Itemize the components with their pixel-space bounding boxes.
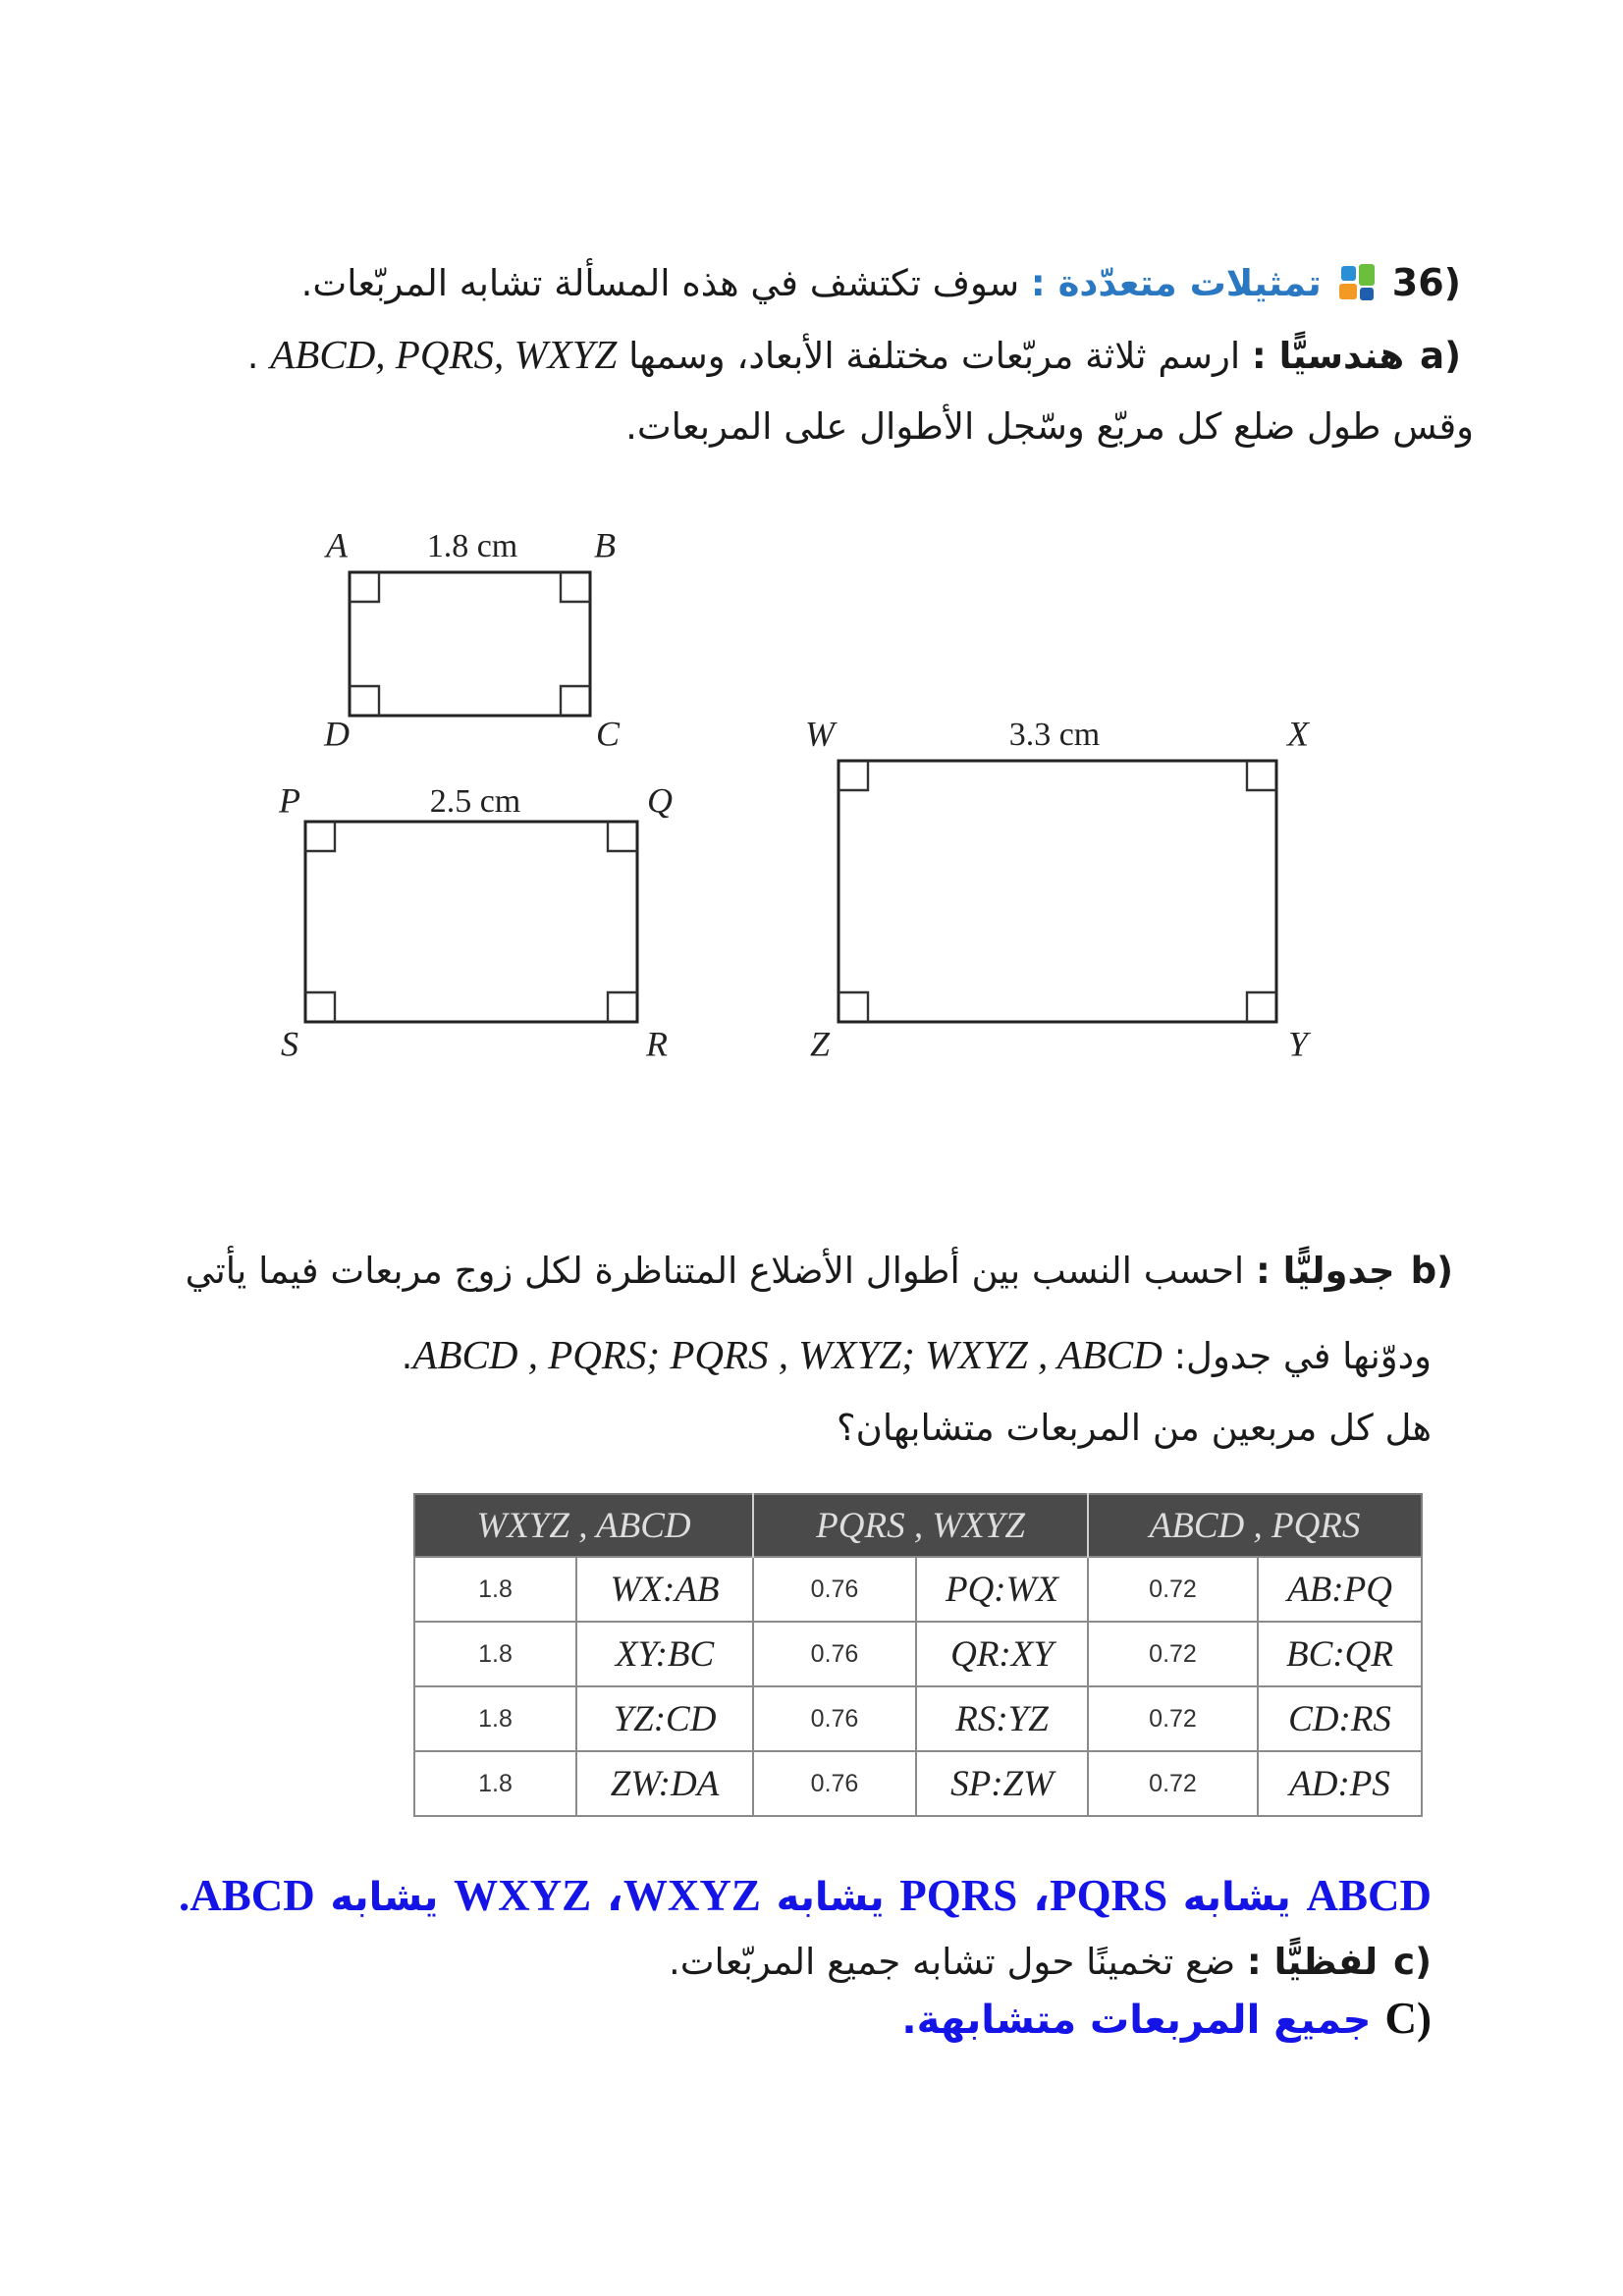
answer-c <box>901 1986 1432 2053</box>
ratio-value: 0.72 <box>1088 1751 1258 1816</box>
ratio-value: 1.8 <box>414 1622 576 1686</box>
side-length-abcd: 1.8 cm <box>426 527 518 564</box>
ratio-label: YZ:CD <box>576 1686 753 1751</box>
right-angle-mark-s <box>305 992 335 1022</box>
part-b-text: احسب النسب بين أطوال الأضلاع المتناظرة لكل زوج مربعات فيما يأتي <box>185 1250 1245 1292</box>
table-row <box>414 1557 1422 1622</box>
ratio-value: 0.76 <box>753 1557 916 1622</box>
ratio-label: AD:PS <box>1258 1751 1422 1816</box>
right-angle-mark-z <box>839 992 868 1022</box>
square-abcd-outline <box>350 572 590 716</box>
right-angle-mark-x <box>1247 761 1276 790</box>
answer-c-label: C) <box>1384 1994 1432 2043</box>
ratio-label: SP:ZW <box>916 1751 1088 1816</box>
part-c-heading: لفظيًّا : <box>1246 1941 1379 1983</box>
answer-b-token: WXYZ <box>454 1871 592 1920</box>
right-angle-mark-d <box>350 686 379 716</box>
vertex-y: Y <box>1287 1024 1309 1064</box>
ratio-label: CD:RS <box>1258 1686 1422 1751</box>
right-angle-mark-p <box>305 822 335 851</box>
table-row <box>414 1751 1422 1816</box>
part-a-text-2: وقس طول ضلع كل مربّع وسّجل الأطوال على المربعات. <box>625 405 1474 448</box>
part-c-label: c) <box>1393 1941 1432 1983</box>
ratio-value: 0.76 <box>753 1622 916 1686</box>
problem-number: 36) <box>1391 261 1461 304</box>
ratio-label: QR:XY <box>916 1622 1088 1686</box>
ratio-value: 1.8 <box>414 1686 576 1751</box>
square-wxyz-outline <box>839 761 1276 1022</box>
right-angle-mark-c <box>561 686 590 716</box>
ratio-label: PQ:WX <box>916 1557 1088 1622</box>
part-b-line2-end: . <box>401 1335 413 1377</box>
table-row <box>414 1622 1422 1686</box>
ratio-value: 0.76 <box>753 1686 916 1751</box>
vertex-z: Z <box>809 1024 831 1064</box>
square-wxyz <box>805 714 1312 1063</box>
part-b-question: هل كل مربعين من المربعات متشابهان؟ <box>837 1407 1432 1449</box>
table-header-wxyz-abcd: WXYZ , ABCD <box>414 1494 753 1557</box>
answer-b-token: يشابه <box>776 1875 885 1920</box>
vertex-r: R <box>646 1024 668 1064</box>
answer-b-token: WXYZ، <box>606 1871 761 1920</box>
table-header-pqrs-wxyz: PQRS , WXYZ <box>753 1494 1088 1557</box>
part-b-line-2 <box>402 1325 1432 1386</box>
part-c-line <box>669 1933 1432 1992</box>
square-pairs: ABCD , PQRS; PQRS , WXYZ; WXYZ , ABCD <box>412 1332 1163 1377</box>
right-angle-mark-q <box>608 822 637 851</box>
square-abcd <box>323 525 621 753</box>
part-b-question-line <box>837 1399 1432 1458</box>
ratio-value: 0.72 <box>1088 1622 1258 1686</box>
right-angle-mark-y <box>1247 992 1276 1022</box>
answer-b-token: ABCD <box>1306 1871 1432 1920</box>
problem-header <box>301 253 1461 313</box>
vertex-c: C <box>595 714 621 754</box>
square-pqrs-outline <box>305 822 637 1022</box>
ratio-table <box>413 1493 1423 1817</box>
ratio-label: RS:YZ <box>916 1686 1088 1751</box>
multiple-representations-icon <box>1339 264 1377 301</box>
side-length-wxyz: 3.3 cm <box>1008 716 1101 753</box>
ratio-label: BC:QR <box>1258 1622 1422 1686</box>
ratio-value: 0.72 <box>1088 1557 1258 1622</box>
ratio-label: XY:BC <box>576 1622 753 1686</box>
vertex-s: S <box>281 1024 298 1064</box>
part-b-heading: جدوليًّا : <box>1255 1250 1395 1292</box>
vertex-x: X <box>1287 714 1309 754</box>
answer-b-token: يشابه <box>330 1875 439 1920</box>
vertex-b: B <box>594 525 616 565</box>
part-c-text: ضع تخمينًا حول تشابه جميع المربّعات. <box>668 1941 1236 1983</box>
table-row <box>414 1686 1422 1751</box>
answer-c-text: جميع المربعات متشابهة. <box>901 1998 1372 2043</box>
table-header-row <box>414 1494 1422 1557</box>
answer-b-token: PQRS <box>899 1871 1018 1920</box>
right-angle-mark-b <box>561 572 590 602</box>
part-b-line2-text: ودوّنها في جدول: <box>1173 1335 1432 1377</box>
answer-b-token: PQRS، <box>1032 1871 1168 1920</box>
ratio-value: 0.72 <box>1088 1686 1258 1751</box>
vertex-d: D <box>324 714 350 754</box>
ratio-value: 1.8 <box>414 1751 576 1816</box>
ratio-value: 1.8 <box>414 1557 576 1622</box>
right-angle-mark-w <box>839 761 868 790</box>
right-angle-mark-a <box>350 572 379 602</box>
side-length-pqrs: 2.5 cm <box>429 782 521 820</box>
part-a-end: . <box>246 335 259 377</box>
part-a-label: a) <box>1420 335 1461 377</box>
right-angle-mark-r <box>608 992 637 1022</box>
vertex-w: W <box>805 714 835 754</box>
square-names: ABCD, PQRS, WXYZ <box>270 332 618 377</box>
vertex-q: Q <box>647 780 673 821</box>
square-pqrs <box>278 780 673 1063</box>
problem-intro: سوف تكتشف في هذه المسألة تشابه المربّعات. <box>300 262 1020 304</box>
vertex-a: A <box>326 525 348 565</box>
vertex-p: P <box>279 780 300 821</box>
ratio-label: WX:AB <box>576 1557 753 1622</box>
answer-b-token: ABCD. <box>178 1871 315 1920</box>
part-b-label: b) <box>1410 1250 1453 1292</box>
part-b-line <box>186 1242 1453 1301</box>
part-a-heading: هندسيًّا : <box>1251 335 1405 377</box>
part-a-text: ارسم ثلاثة مربّعات مختلفة الأبعاد، وسمها <box>628 335 1241 377</box>
table-header-abcd-pqrs: ABCD , PQRS <box>1088 1494 1422 1557</box>
part-a-line-2 <box>625 398 1474 456</box>
problem-heading: تمثيلات متعدّدة : <box>1030 262 1322 304</box>
answer-b-token: يشابه <box>1182 1875 1291 1920</box>
ratio-label: AB:PQ <box>1258 1557 1422 1622</box>
answer-b <box>179 1863 1432 1930</box>
ratio-label: ZW:DA <box>576 1751 753 1816</box>
ratio-value: 0.76 <box>753 1751 916 1816</box>
part-a-line <box>247 325 1461 386</box>
squares-figure <box>0 510 1623 1080</box>
